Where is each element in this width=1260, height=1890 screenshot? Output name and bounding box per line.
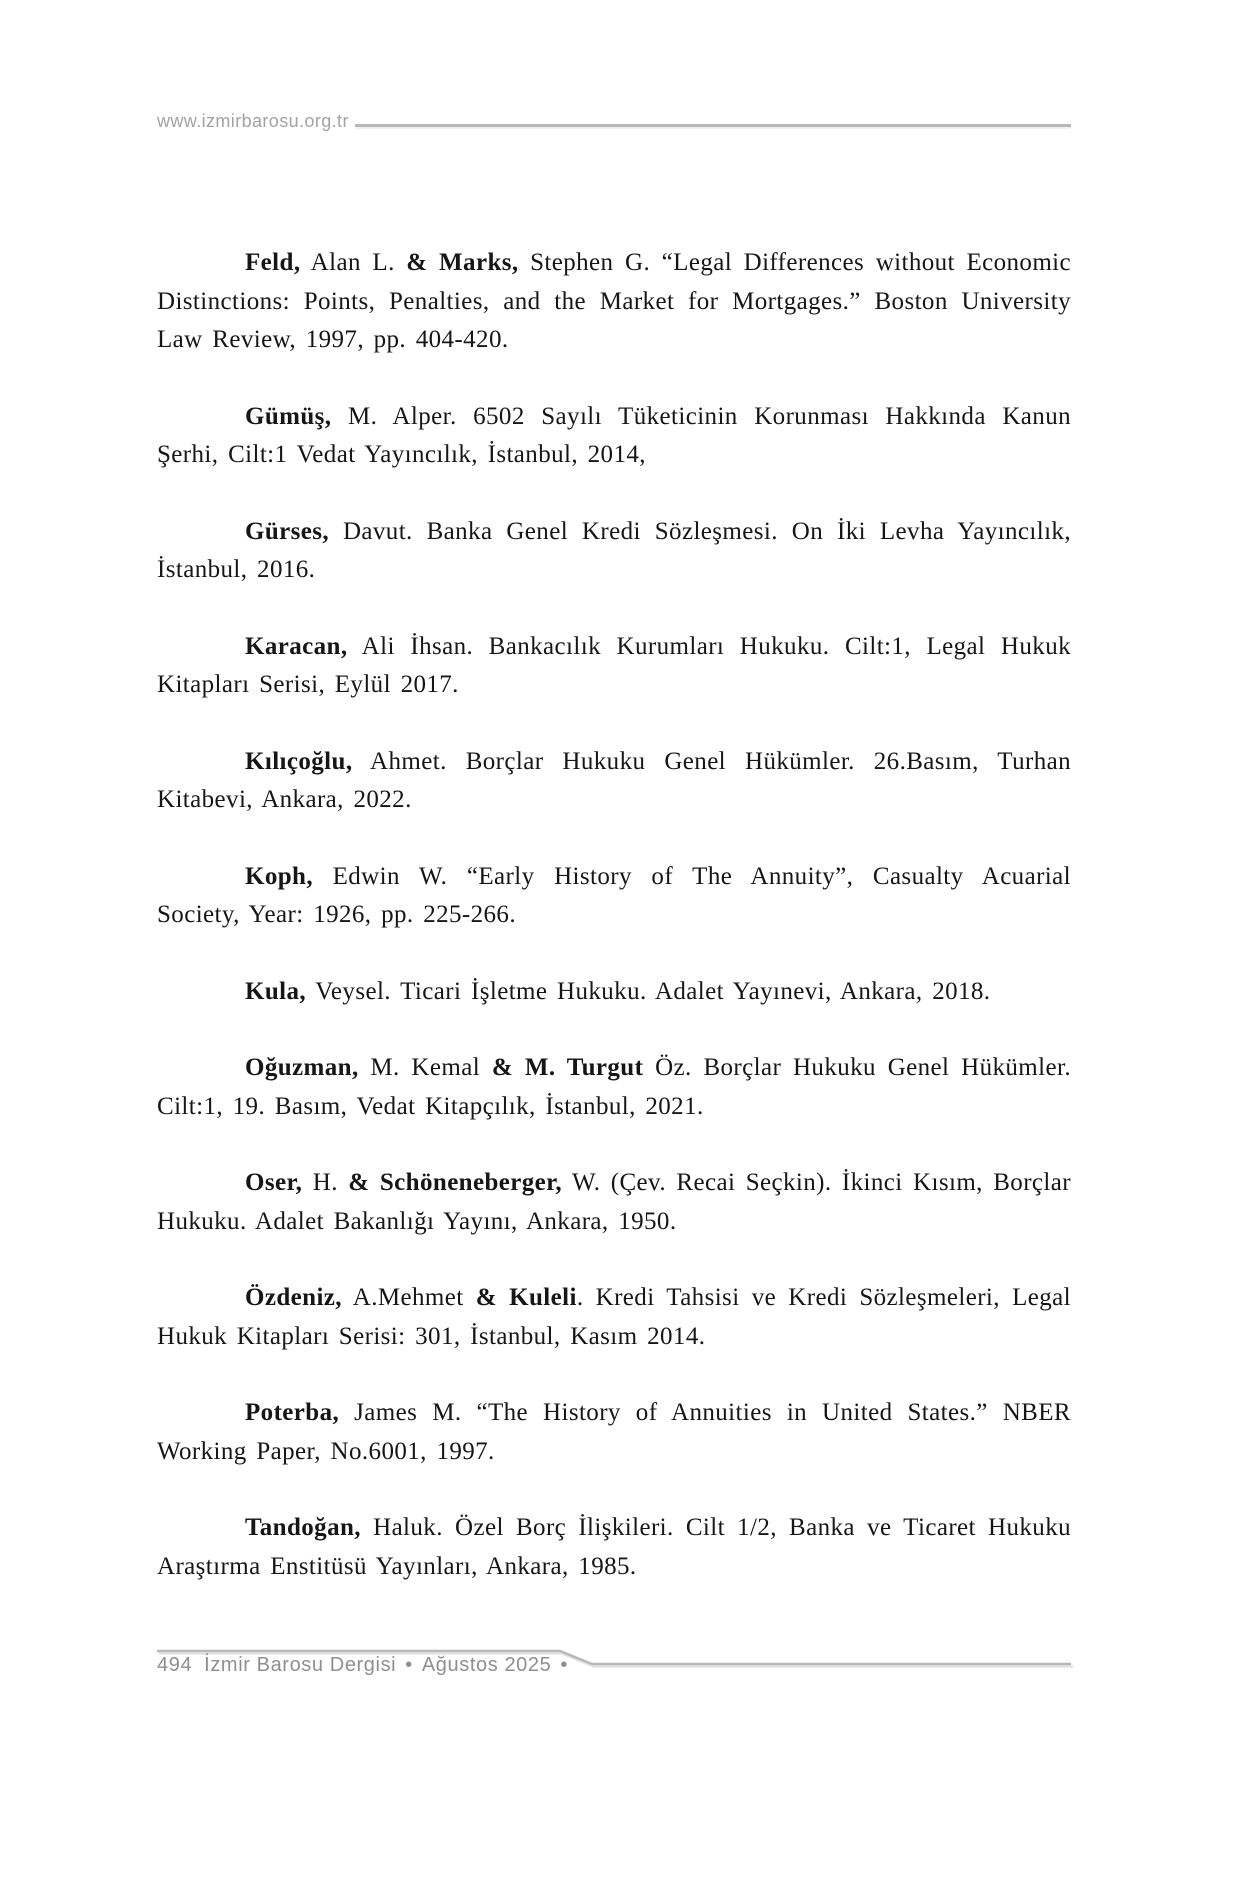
entry-text-segment: James M. “The History of Annuities in United States.” NBER Working Paper, No.6001, 1997. <box>157 1399 1071 1465</box>
entry-text-segment: Tandoğan, <box>245 1514 361 1541</box>
entry-text-segment: Veysel. Ticari İşletme Hukuku. Adalet Yayınevi, Ankara, 2018. <box>306 977 991 1005</box>
bibliography-entry <box>157 628 1071 705</box>
bibliography-entry <box>157 1394 1071 1471</box>
footer-trailing-separator: • <box>560 1654 568 1676</box>
bibliography-entry <box>157 858 1071 935</box>
entry-text-segment: & Marks, <box>406 249 519 276</box>
bibliography-entry <box>157 1279 1071 1356</box>
bibliography-entry <box>157 513 1071 590</box>
entry-text-segment: Alan L. <box>300 249 407 276</box>
page-number: 494 <box>157 1654 193 1676</box>
entry-text-segment: Ali İhsan. Bankacılık Kurumları Hukuku. Cilt:1, Legal Hukuk Kitapları Serisi, Eylül 2017. <box>157 632 1071 698</box>
bibliography-entry <box>157 743 1071 820</box>
website-url: www.izmirbarosu.org.tr <box>157 111 349 131</box>
entry-text-segment: Edwin W. “Early History of The Annuity”, Casualty Acuarial Society, Year: 1926, pp. 225-266. <box>157 862 1071 928</box>
page-header <box>157 112 1071 130</box>
bibliography-entry <box>157 973 1071 1012</box>
entry-text-segment: Kılıçoğlu, <box>245 747 353 775</box>
entry-text-segment: Oğuzman, <box>245 1054 359 1081</box>
bibliography-list <box>157 244 1071 1624</box>
issue-date: Ağustos 2025 <box>421 1654 552 1676</box>
footer-separator: • <box>405 1654 413 1676</box>
entry-text-segment: Gürses, <box>245 517 330 545</box>
entry-text-segment: Öz. Borçlar Hukuku Genel Hükümler. Cilt:1, 19. Basım, Vedat Kitapçılık, İstanbul, 2021. <box>157 1054 1071 1120</box>
entry-text-segment: & M. Turgut <box>491 1054 644 1081</box>
entry-text-segment: M. Kemal <box>358 1054 492 1081</box>
entry-text-segment: H. <box>302 1169 349 1196</box>
entry-text-segment: Karacan, <box>245 632 348 660</box>
entry-text-segment: M. Alper. 6502 Sayılı Tüketicinin Korunması Hakkında Kanun Şerhi, Cilt:1 Vedat Yayıncılık, İstanbul, 2014, <box>157 402 1071 468</box>
bibliography-entry <box>157 244 1071 360</box>
entry-text-segment: Kula, <box>245 977 307 1005</box>
bibliography-entry <box>157 1164 1071 1241</box>
entry-text-segment: & Schöneneberger, <box>348 1169 563 1196</box>
entry-text-segment: Gümüş, <box>245 402 332 430</box>
entry-text-segment: & Kuleli <box>475 1284 577 1311</box>
entry-text-segment: Özdeniz, <box>245 1284 342 1311</box>
entry-text-segment: Poterba, <box>245 1399 340 1426</box>
entry-text-segment: Davut. Banka Genel Kredi Sözleşmesi. On İki Levha Yayıncılık, İstanbul, 2016. <box>157 517 1071 583</box>
entry-text-segment: W. (Çev. Recai Seçkin). İkinci Kısım, Borçlar Hukuku. Adalet Bakanlığı Yayını, Ankara, 1950. <box>157 1169 1071 1235</box>
entry-text-segment: Feld, <box>245 249 301 276</box>
header-rule <box>355 124 1071 127</box>
bibliography-entry <box>157 1509 1071 1586</box>
page-footer <box>157 1654 568 1677</box>
entry-text-segment: . Kredi Tahsisi ve Kredi Sözleşmeleri, Legal Hukuk Kitapları Serisi: 301, İstanbul, Kasım 2014. <box>157 1284 1071 1350</box>
entry-text-segment: Oser, <box>245 1169 303 1196</box>
entry-text-segment: Stephen G. “Legal Differences without Economic Distinctions: Points, Penalties, and the Market for Mortgages.” Boston University Law Review, 1997, pp. 404-420. <box>157 249 1072 353</box>
bibliography-entry <box>157 1049 1071 1126</box>
entry-text-segment: Koph, <box>245 862 314 890</box>
entry-text-segment: Haluk. Özel Borç İlişkileri. Cilt 1/2, Banka ve Ticaret Hukuku Araştırma Enstitüsü Yayınları, Ankara, 1985. <box>157 1514 1071 1580</box>
journal-name: İzmir Barosu Dergisi <box>204 1654 397 1676</box>
bibliography-entry <box>157 398 1071 475</box>
entry-text-segment: Ahmet. Borçlar Hukuku Genel Hükümler. 26.Basım, Turhan Kitabevi, Ankara, 2022. <box>157 747 1071 813</box>
entry-text-segment: A.Mehmet <box>341 1284 476 1311</box>
